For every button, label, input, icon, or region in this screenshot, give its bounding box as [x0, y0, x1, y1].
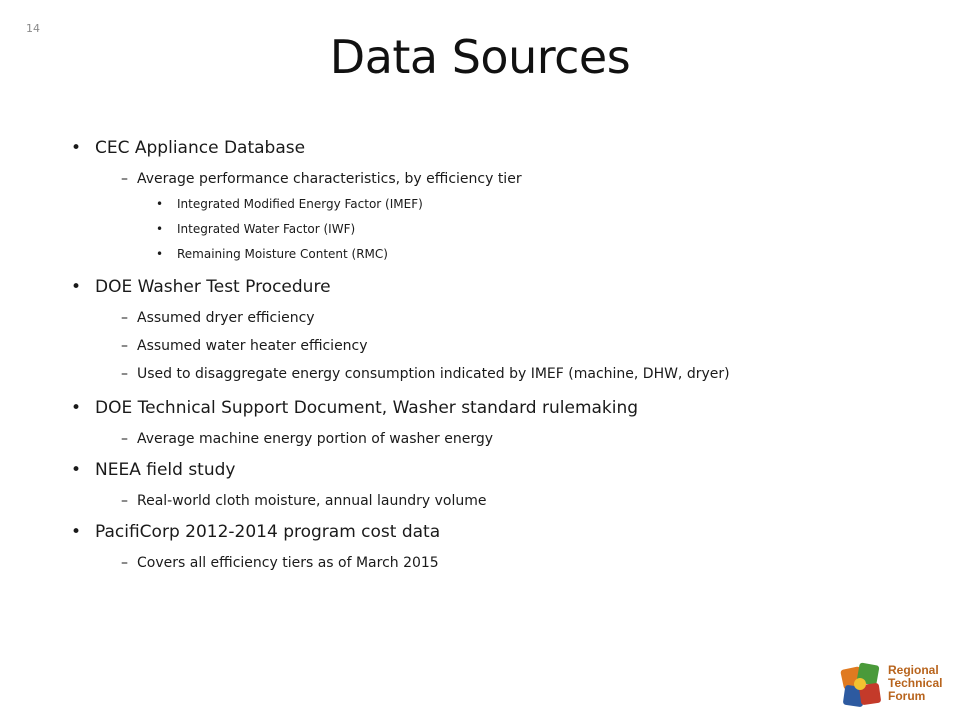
logo-line-3: Forum — [888, 689, 926, 703]
bullet-dot-icon: • — [71, 398, 82, 418]
bullet-text: Average performance characteristics, by efficiency tier — [137, 171, 522, 187]
bullet-dot-icon: • — [156, 222, 164, 236]
bullet-dash-icon: – — [121, 171, 128, 187]
bullet-text: Remaining Moisture Content (RMC) — [177, 247, 388, 261]
bullet-text: Assumed dryer efficiency — [137, 310, 315, 326]
slide-title: Data Sources — [329, 30, 631, 84]
bullet-text: CEC Appliance Database — [95, 138, 306, 158]
bullet-dot-icon: • — [71, 138, 82, 158]
bullet-dash-icon: – — [121, 431, 128, 447]
bullet-dash-icon: – — [121, 310, 128, 326]
logo-line-2: Technical — [888, 676, 943, 690]
bullet-dash-icon: – — [121, 493, 128, 509]
bullet-dot-icon: • — [71, 522, 82, 542]
bullet-text: Real-world cloth moisture, annual laundry volume — [137, 493, 487, 509]
bullet-text: DOE Technical Support Document, Washer standard rulemaking — [95, 398, 639, 418]
bullet-dot-icon: • — [71, 277, 82, 297]
bullet-text: Integrated Water Factor (IWF) — [177, 222, 356, 236]
bullet-dash-icon: – — [121, 555, 128, 571]
bullet-text: DOE Washer Test Procedure — [95, 277, 331, 297]
bullet-dot-icon: • — [156, 197, 164, 211]
bullet-dash-icon: – — [121, 338, 128, 354]
bullet-text: Integrated Modified Energy Factor (IMEF) — [177, 197, 423, 211]
bullet-text: Covers all efficiency tiers as of March 2015 — [137, 555, 439, 571]
logo-line-1: Regional — [888, 663, 939, 677]
rtf-logo-text — [888, 664, 942, 703]
bullet-text: NEEA field study — [95, 460, 236, 480]
bullet-text: Average machine energy portion of washer energy — [137, 431, 494, 447]
bullet-text: PacifiCorp 2012-2014 program cost data — [95, 522, 441, 542]
bullet-text: Used to disaggregate energy consumption indicated by IMEF (machine, DHW, dryer) — [137, 366, 730, 382]
bullet-dash-icon: – — [121, 366, 128, 382]
bullet-dot-icon: • — [71, 460, 82, 480]
slide-number: 14 — [26, 22, 40, 35]
bullet-text: Assumed water heater efficiency — [137, 338, 368, 354]
bullet-dot-icon: • — [156, 247, 164, 261]
